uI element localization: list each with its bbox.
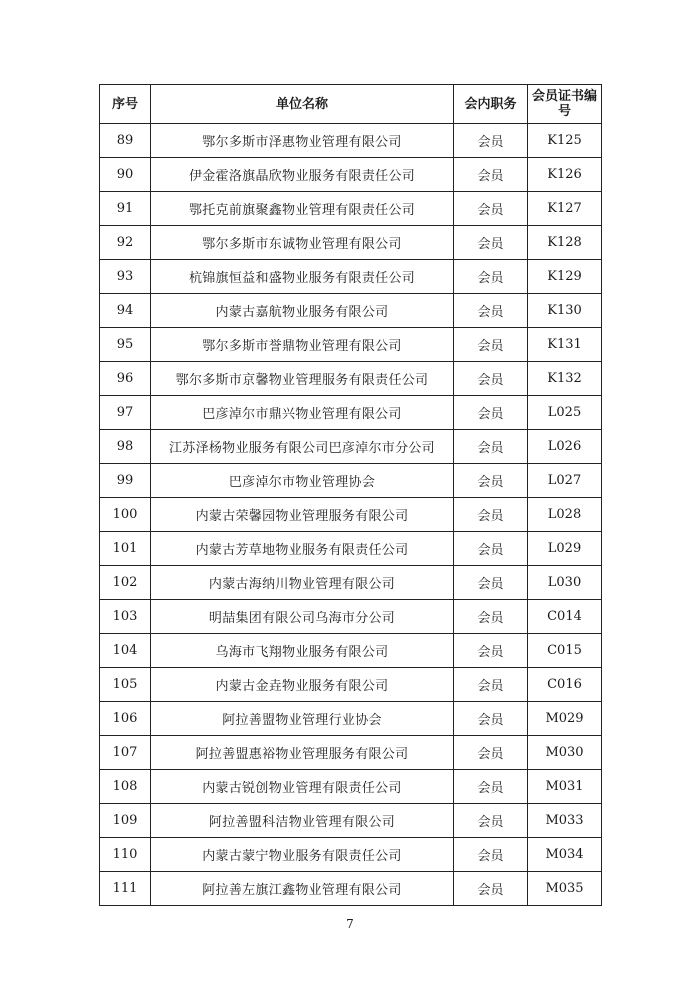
serial-number-cell: 99 bbox=[100, 464, 151, 498]
role-cell: 会员 bbox=[454, 328, 528, 362]
serial-number-cell: 107 bbox=[100, 736, 151, 770]
header-certificate-number: 会员证书编号 bbox=[528, 85, 602, 124]
role-cell: 会员 bbox=[454, 124, 528, 158]
certificate-number-cell: L025 bbox=[528, 396, 602, 430]
serial-number-cell: 102 bbox=[100, 566, 151, 600]
role-cell: 会员 bbox=[454, 498, 528, 532]
role-cell: 会员 bbox=[454, 838, 528, 872]
certificate-number-cell: M034 bbox=[528, 838, 602, 872]
serial-number-cell: 101 bbox=[100, 532, 151, 566]
serial-number-cell: 111 bbox=[100, 872, 151, 906]
certificate-number-cell: K127 bbox=[528, 192, 602, 226]
table-row bbox=[100, 736, 602, 770]
unit-name-cell: 鄂尔多斯市东诚物业管理有限公司 bbox=[151, 226, 454, 260]
table-row bbox=[100, 566, 602, 600]
unit-name-cell: 鄂托克前旗聚鑫物业管理有限责任公司 bbox=[151, 192, 454, 226]
unit-name-cell: 巴彦淖尔市物业管理协会 bbox=[151, 464, 454, 498]
unit-name-cell: 巴彦淖尔市鼎兴物业管理有限公司 bbox=[151, 396, 454, 430]
role-cell: 会员 bbox=[454, 260, 528, 294]
certificate-number-cell: L029 bbox=[528, 532, 602, 566]
unit-name-cell: 阿拉善盟惠裕物业管理服务有限公司 bbox=[151, 736, 454, 770]
serial-number-cell: 89 bbox=[100, 124, 151, 158]
role-cell: 会员 bbox=[454, 532, 528, 566]
table-row bbox=[100, 226, 602, 260]
certificate-number-cell: M033 bbox=[528, 804, 602, 838]
serial-number-cell: 96 bbox=[100, 362, 151, 396]
serial-number-cell: 91 bbox=[100, 192, 151, 226]
unit-name-cell: 阿拉善盟物业管理行业协会 bbox=[151, 702, 454, 736]
role-cell: 会员 bbox=[454, 294, 528, 328]
role-cell: 会员 bbox=[454, 668, 528, 702]
serial-number-cell: 105 bbox=[100, 668, 151, 702]
serial-number-cell: 94 bbox=[100, 294, 151, 328]
table-row bbox=[100, 328, 602, 362]
role-cell: 会员 bbox=[454, 158, 528, 192]
table-row bbox=[100, 600, 602, 634]
table-row bbox=[100, 294, 602, 328]
table-row bbox=[100, 260, 602, 294]
unit-name-cell: 杭锦旗恒益和盛物业服务有限责任公司 bbox=[151, 260, 454, 294]
certificate-number-cell: M031 bbox=[528, 770, 602, 804]
serial-number-cell: 93 bbox=[100, 260, 151, 294]
role-cell: 会员 bbox=[454, 600, 528, 634]
serial-number-cell: 108 bbox=[100, 770, 151, 804]
certificate-number-cell: M029 bbox=[528, 702, 602, 736]
role-cell: 会员 bbox=[454, 362, 528, 396]
page-number: 7 bbox=[346, 917, 354, 931]
header-serial-number: 序号 bbox=[100, 85, 151, 124]
table-row bbox=[100, 430, 602, 464]
certificate-number-cell: L028 bbox=[528, 498, 602, 532]
table-row bbox=[100, 498, 602, 532]
certificate-number-cell: K132 bbox=[528, 362, 602, 396]
role-cell: 会员 bbox=[454, 226, 528, 260]
serial-number-cell: 106 bbox=[100, 702, 151, 736]
header-association-role: 会内职务 bbox=[454, 85, 528, 124]
table-row bbox=[100, 362, 602, 396]
serial-number-cell: 92 bbox=[100, 226, 151, 260]
serial-number-cell: 90 bbox=[100, 158, 151, 192]
role-cell: 会员 bbox=[454, 770, 528, 804]
table-row bbox=[100, 668, 602, 702]
unit-name-cell: 江苏泽杨物业服务有限公司巴彦淖尔市分公司 bbox=[151, 430, 454, 464]
unit-name-cell: 内蒙古嘉航物业服务有限公司 bbox=[151, 294, 454, 328]
role-cell: 会员 bbox=[454, 634, 528, 668]
role-cell: 会员 bbox=[454, 396, 528, 430]
certificate-number-cell: K125 bbox=[528, 124, 602, 158]
serial-number-cell: 104 bbox=[100, 634, 151, 668]
certificate-number-cell: K129 bbox=[528, 260, 602, 294]
unit-name-cell: 鄂尔多斯市誉鼎物业管理有限公司 bbox=[151, 328, 454, 362]
certificate-number-cell: C015 bbox=[528, 634, 602, 668]
table-row bbox=[100, 770, 602, 804]
unit-name-cell: 明喆集团有限公司乌海市分公司 bbox=[151, 600, 454, 634]
serial-number-cell: 103 bbox=[100, 600, 151, 634]
role-cell: 会员 bbox=[454, 736, 528, 770]
role-cell: 会员 bbox=[454, 464, 528, 498]
table-row bbox=[100, 838, 602, 872]
table-row bbox=[100, 464, 602, 498]
header-unit-name: 单位名称 bbox=[151, 85, 454, 124]
role-cell: 会员 bbox=[454, 702, 528, 736]
certificate-number-cell: L026 bbox=[528, 430, 602, 464]
unit-name-cell: 阿拉善盟科洁物业管理有限公司 bbox=[151, 804, 454, 838]
table-row bbox=[100, 702, 602, 736]
role-cell: 会员 bbox=[454, 566, 528, 600]
certificate-number-cell: L030 bbox=[528, 566, 602, 600]
table-row bbox=[100, 804, 602, 838]
certificate-number-cell: C016 bbox=[528, 668, 602, 702]
serial-number-cell: 98 bbox=[100, 430, 151, 464]
role-cell: 会员 bbox=[454, 872, 528, 906]
serial-number-cell: 95 bbox=[100, 328, 151, 362]
table-row bbox=[100, 192, 602, 226]
unit-name-cell: 内蒙古金垚物业服务有限公司 bbox=[151, 668, 454, 702]
certificate-number-cell: K128 bbox=[528, 226, 602, 260]
certificate-number-cell: K130 bbox=[528, 294, 602, 328]
certificate-number-cell: C014 bbox=[528, 600, 602, 634]
unit-name-cell: 内蒙古海纳川物业管理有限公司 bbox=[151, 566, 454, 600]
certificate-number-cell: K131 bbox=[528, 328, 602, 362]
table-row bbox=[100, 158, 602, 192]
role-cell: 会员 bbox=[454, 192, 528, 226]
member-table bbox=[99, 84, 602, 906]
certificate-number-cell: L027 bbox=[528, 464, 602, 498]
table-row bbox=[100, 124, 602, 158]
certificate-number-cell: M035 bbox=[528, 872, 602, 906]
unit-name-cell: 内蒙古蒙宁物业服务有限责任公司 bbox=[151, 838, 454, 872]
table-row bbox=[100, 872, 602, 906]
serial-number-cell: 109 bbox=[100, 804, 151, 838]
table-row bbox=[100, 396, 602, 430]
table-row bbox=[100, 634, 602, 668]
unit-name-cell: 伊金霍洛旗晶欣物业服务有限责任公司 bbox=[151, 158, 454, 192]
serial-number-cell: 97 bbox=[100, 396, 151, 430]
table-row bbox=[100, 532, 602, 566]
unit-name-cell: 乌海市飞翔物业服务有限公司 bbox=[151, 634, 454, 668]
unit-name-cell: 鄂尔多斯市泽惠物业管理有限公司 bbox=[151, 124, 454, 158]
certificate-number-cell: K126 bbox=[528, 158, 602, 192]
certificate-number-cell: M030 bbox=[528, 736, 602, 770]
serial-number-cell: 100 bbox=[100, 498, 151, 532]
role-cell: 会员 bbox=[454, 430, 528, 464]
unit-name-cell: 内蒙古锐创物业管理有限责任公司 bbox=[151, 770, 454, 804]
role-cell: 会员 bbox=[454, 804, 528, 838]
serial-number-cell: 110 bbox=[100, 838, 151, 872]
unit-name-cell: 阿拉善左旗江鑫物业管理有限公司 bbox=[151, 872, 454, 906]
unit-name-cell: 内蒙古荣馨园物业管理服务有限公司 bbox=[151, 498, 454, 532]
unit-name-cell: 内蒙古芳草地物业服务有限责任公司 bbox=[151, 532, 454, 566]
unit-name-cell: 鄂尔多斯市京馨物业管理服务有限责任公司 bbox=[151, 362, 454, 396]
table-header-row bbox=[100, 85, 602, 124]
